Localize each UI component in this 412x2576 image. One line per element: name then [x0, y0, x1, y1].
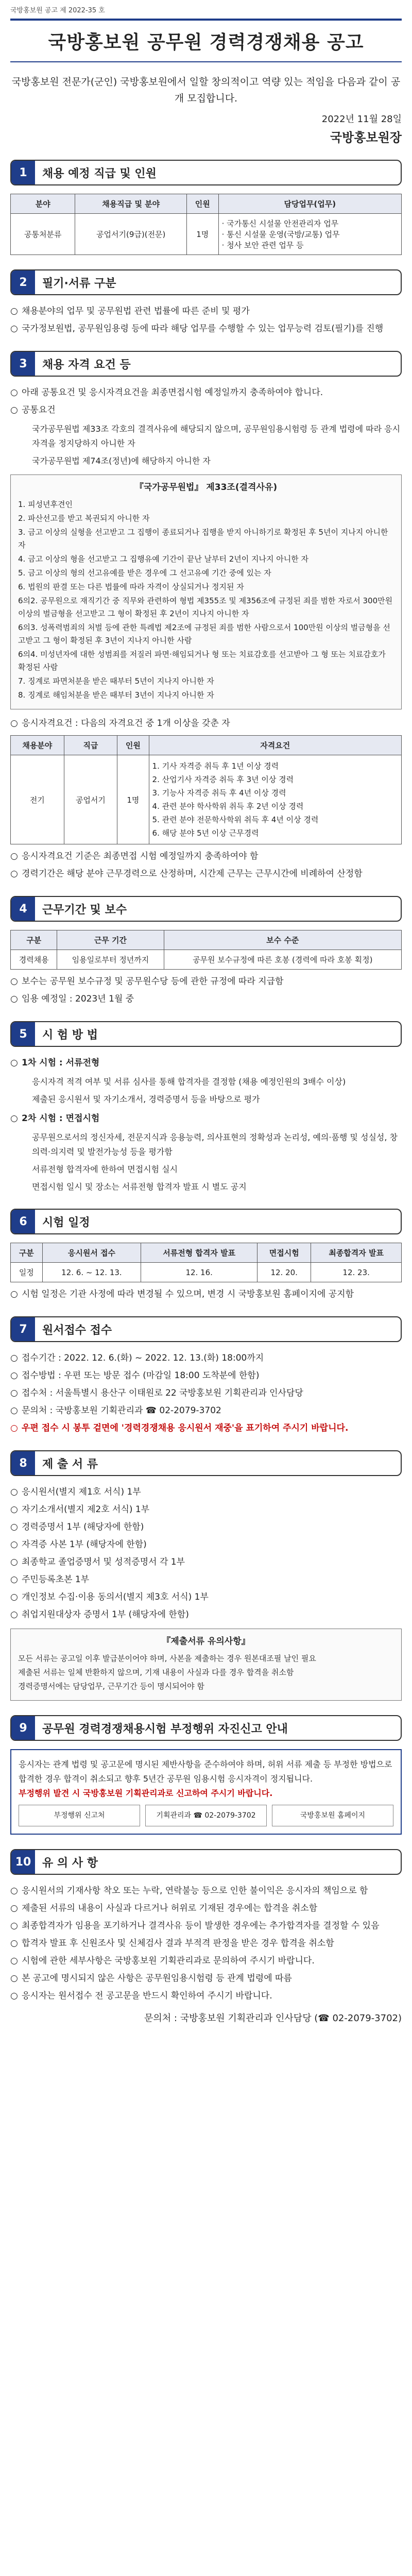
box-line: 6의2. 공무원으로 재직기간 중 직무와 관련하여 형법 제355조 및 제356조에 규정된 죄를 범한 자로서 300만원 이상의 벌금형을 선고받고 그 형이 확정된 후 2년이 지나지 아니한 자	[18, 596, 393, 618]
list-item: ○ 응시자격요건 : 다음의 자격요건 중 1개 이상을 갖춘 자	[10, 716, 402, 731]
list-item: ○ 2차 시험 : 면접시험	[10, 1111, 402, 1126]
table-cell: 전기	[11, 755, 64, 844]
box-line: 제출된 서류는 일체 반환하지 않으며, 기재 내용이 사실과 다를 경우 합격을 취소함	[18, 1668, 294, 1677]
list-item: ○ 응시원서(별지 제1호 서식) 1부	[10, 1484, 402, 1500]
table-row	[11, 950, 402, 970]
list-item: ○ 최종합격자가 임용을 포기하거나 결격사유 등이 발생한 경우에는 추가합격자를 결정할 수 있음	[10, 1918, 402, 1934]
list-item: ○ 응시자는 원서접수 전 공고문을 반드시 확인하여 주시기 바랍니다.	[10, 1988, 402, 2004]
qualification-table	[10, 735, 402, 844]
section-number: 9	[11, 1716, 35, 1740]
list-item: ○ 1차 시험 : 서류전형	[10, 1055, 402, 1071]
sub-item: 국가공무원법 제74조(정년)에 해당하지 아니한 자	[32, 456, 211, 466]
notice-number: 국방홍보원 공고 제 2022-35 호	[10, 7, 105, 14]
section-number: 8	[11, 1451, 35, 1475]
section-5-list	[10, 1055, 402, 1071]
contact-line: 문의처 : 국방홍보원 기획관리과 인사담당 (☎ 02-2079-3702)	[144, 2013, 402, 2024]
disqualification-box	[10, 474, 402, 709]
list-item: ○ 응시자격요건 기준은 최종면접 시험 예정일까지 충족하여야 함	[10, 849, 402, 864]
table-header: 구분	[11, 930, 57, 950]
list-item: ○ 임용 예정일 : 2023년 1월 중	[10, 991, 402, 1007]
section-2-list	[10, 303, 402, 336]
list-item: ○ 자기소개서(별지 제2호 서식) 1부	[10, 1502, 402, 1517]
box-title: 『국가공무원법』 제33조(결격사유)	[134, 482, 278, 493]
sub-item: 응시자격 적격 여부 및 서류 심사를 통해 합격자를 결정함 (채용 예정인원의 3배수 이상)	[32, 1077, 346, 1087]
sub-item: 면접시험 일시 및 장소는 서류전형 합격자 발표 시 별도 공지	[32, 1182, 247, 1192]
box-line: 4. 금고 이상의 형을 선고받고 그 집행유예 기간이 끝난 날부터 2년이 지나지 아니한 자	[18, 554, 309, 564]
box-line: 6의4. 미성년자에 대한 성범죄를 저질러 파면·해임되거나 형 또는 치료감호를 선고받아 그 형 또는 치료감호가 확정된 사람	[18, 650, 386, 672]
box-line: 모든 서류는 공고일 이후 발급분이어야 하며, 사본을 제출하는 경우 원본대조필 날인 필요	[18, 1654, 316, 1663]
section-number: 4	[11, 897, 35, 921]
section-8-header	[10, 1450, 402, 1476]
qualification-heading	[10, 716, 402, 731]
list-item: ○ 접수기간 : 2022. 12. 6.(화) ~ 2022. 12. 13.(화) 18:00까지	[10, 1350, 402, 1366]
section-8-list	[10, 1484, 402, 1622]
documents-notice-box	[10, 1629, 402, 1701]
box-line: 1. 피성년후견인	[18, 500, 73, 509]
section-title: 채용 자격 요건 등	[42, 358, 131, 371]
table-cell: 12. 23.	[311, 1263, 402, 1282]
notice-text: 응시자는 관계 법령 및 공고문에 명시된 제반사항을 준수하여야 하며, 허위 서류 제출 등 부정한 방법으로 합격한 경우 합격이 취소되고 향후 5년간 공무원 임용시험 응시자격이 정지됩니다.	[19, 1759, 392, 1784]
schedule-table	[10, 1243, 402, 1282]
box-line: 5. 금고 이상의 형의 선고유예를 받은 경우에 그 선고유예 기간 중에 있는 자	[18, 568, 271, 578]
table-header: 근무 기간	[57, 930, 164, 950]
table-header: 인원	[117, 736, 149, 755]
list-item: ○ 취업지원대상자 증명서 1부 (해당자에 한함)	[10, 1607, 402, 1622]
pay-table	[10, 930, 402, 970]
section-title: 제 출 서 류	[42, 1458, 98, 1471]
positions-table	[10, 194, 402, 255]
section-title: 근무기간 및 보수	[42, 903, 127, 917]
section-title: 유 의 사 항	[42, 1856, 98, 1870]
section-number: 6	[11, 1210, 35, 1233]
table-row	[11, 214, 402, 255]
section-number: 10	[11, 1850, 35, 1874]
table-header: 자격요건	[149, 736, 401, 755]
sub-item: 공무원으로서의 정신자세, 전문지식과 응용능력, 의사표현의 정확성과 논리성, 예의·품행 및 성실성, 창의력·의지력 및 발전가능성 등을 평가함	[32, 1132, 398, 1157]
issuer-name: 국방홍보원장	[330, 130, 402, 145]
section-title: 채용 예정 직급 및 인원	[42, 167, 157, 180]
list-item: ○ 보수는 공무원 보수규정 및 공무원수당 등에 관한 규정에 따라 지급함	[10, 974, 402, 989]
table-cell: 1명	[186, 214, 218, 255]
list-item: ○ 국가정보원법, 공무원임용령 등에 따라 해당 업무를 수행할 수 있는 업무능력 검토(필기)를 진행	[10, 321, 402, 336]
table-header: 구분	[11, 1243, 43, 1263]
section-7-list	[10, 1350, 402, 1436]
table-cell: 공업서기(9급)(전문)	[75, 214, 186, 255]
table-header: 인원	[186, 194, 218, 214]
section-10-header	[10, 1849, 402, 1875]
list-item: ○ 시험 일정은 기관 사정에 따라 변경될 수 있으며, 변경 시 국방홍보원 홈페이지에 공지함	[10, 1286, 402, 1302]
sub-item: 국가공무원법 제33조 각호의 결격사유에 해당되지 않으며, 공무원임용시험령 등 관계 법령에 따라 응시자격을 정지당하지 아니한 자	[32, 424, 401, 448]
table-header: 서류전형 합격자 발표	[141, 1243, 258, 1263]
list-item: ○ 경력기간은 해당 분야 근무경력으로 산정하며, 시간제 근무는 근무시간에 비례하여 산정함	[10, 866, 402, 882]
table-header: 직급	[64, 736, 117, 755]
list-item: ○ 문의처 : 국방홍보원 기획관리과 ☎ 02-2079-3702	[10, 1403, 402, 1418]
section-title: 원서접수 접수	[42, 1324, 112, 1337]
table-cell: 12. 20.	[258, 1263, 311, 1282]
list-item: ○ 우편 접수 시 봉투 겉면에 '경력경쟁채용 응시원서 재중'을 표기하여 주시기 바랍니다.	[10, 1420, 402, 1436]
list-item: ○ 아래 공통요건 및 응시자격요건을 최종면접시험 예정일까지 충족하여야 합니다.	[10, 385, 402, 400]
table-header: 채용직급 및 분야	[75, 194, 186, 214]
report-contacts	[19, 1805, 393, 1826]
list-item: ○ 경력증명서 1부 (해당자에 한함)	[10, 1519, 402, 1535]
section-7-header	[10, 1316, 402, 1342]
report-cell: 국방홍보원 홈페이지	[272, 1805, 393, 1826]
table-cell: 임용일로부터 정년까지	[57, 950, 164, 970]
section-number: 3	[11, 352, 35, 376]
section-5-list-b	[10, 1111, 402, 1126]
table-header: 보수 수준	[164, 930, 401, 950]
table-cell: 일정	[11, 1263, 43, 1282]
section-6-header	[10, 1209, 402, 1234]
section-title: 시험 일정	[42, 1216, 90, 1229]
list-item: ○ 접수처 : 서울특별시 용산구 이태원로 22 국방홍보원 기획관리과 인사담당	[10, 1385, 402, 1401]
box-title: 『제출서류 유의사항』	[162, 1636, 250, 1647]
table-cell: 1. 기사 자격증 취득 후 1년 이상 경력 2. 산업기사 자격증 취득 후 3년 이상 경력 3. 기능사 자격증 취득 후 4년 이상 경력 4. 관련 분야 학사학위 취득 후 2년 이상 경력 5. 관련 분야 전문학사학위 취득 후 4년 이상 경력 6. 해당 분야 5년 이상 근무경력	[149, 755, 401, 844]
section-number: 5	[11, 1022, 35, 1046]
sub-item: 제출된 응시원서 및 자기소개서, 경력증명서 등을 바탕으로 평가	[32, 1094, 260, 1104]
table-header: 채용분야	[11, 736, 64, 755]
list-item: ○ 자격증 사본 1부 (해당자에 한함)	[10, 1537, 402, 1552]
table-header: 분야	[11, 194, 75, 214]
list-item: ○ 최종학교 졸업증명서 및 성적증명서 각 1부	[10, 1554, 402, 1570]
intro-text: 국방홍보원 전문가(군인) 국방홍보원에서 일할 창의적이고 역량 있는 적임을 다음과 같이 공개 모집합니다.	[11, 76, 401, 104]
table-header: 최종합격자 발표	[311, 1243, 402, 1263]
list-item: ○ 합격자 발표 후 신원조사 및 신체검사 결과 부적격 판정을 받은 경우 합격을 취소함	[10, 1936, 402, 1951]
section-10-list	[10, 1883, 402, 2004]
box-line: 6의3. 성폭력범죄의 처벌 등에 관한 특례법 제2조에 규정된 죄를 범한 사람으로서 100만원 이상의 벌금형을 선고받고 그 형이 확정된 후 3년이 지나지 아니한 사람	[18, 623, 390, 645]
section-title: 공무원 경력경쟁채용시험 부정행위 자진신고 안내	[42, 1722, 288, 1736]
table-row	[11, 755, 402, 844]
table-header: 응시원서 접수	[42, 1243, 141, 1263]
table-cell: 1명	[117, 755, 149, 844]
notice-date: 2022년 11월 28일	[321, 114, 402, 125]
list-item: ○ 본 공고에 명시되지 않은 사항은 공무원임용시험령 등 관계 법령에 따름	[10, 1971, 402, 1986]
section-6-note	[10, 1286, 402, 1302]
box-line: 7. 징계로 파면처분을 받은 때부터 5년이 지나지 아니한 자	[18, 676, 214, 686]
section-3-header	[10, 351, 402, 377]
page-title: 국방홍보원 공무원 경력경쟁채용 공고	[10, 19, 402, 62]
table-cell: 공업서기	[64, 755, 117, 844]
section-title: 시 험 방 법	[42, 1028, 98, 1042]
box-line: 2. 파산선고를 받고 복권되지 아니한 자	[18, 514, 150, 523]
section-number: 1	[11, 161, 35, 184]
misconduct-notice	[10, 1749, 402, 1835]
notice-highlight: 부정행위 발견 시 국방홍보원 기획관리과로 신고하여 주시기 바랍니다.	[19, 1788, 273, 1798]
table-header: 담당업무(업무)	[218, 194, 401, 214]
section-9-header	[10, 1715, 402, 1741]
section-3-list	[10, 385, 402, 418]
table-cell: 공무원 보수규정에 따른 호봉 (경력에 따라 호봉 획정)	[164, 950, 401, 970]
section-5-header	[10, 1021, 402, 1047]
list-item: ○ 채용분야의 업무 및 공무원법 관련 법률에 따른 준비 및 평가	[10, 303, 402, 319]
list-item: ○ 개인정보 수집·이용 동의서(별지 제3호 서식) 1부	[10, 1589, 402, 1605]
list-item: ○ 제출된 서류의 내용이 사실과 다르거나 허위로 기재된 경우에는 합격을 취소함	[10, 1901, 402, 1916]
report-cell: 기획관리과 ☎ 02-2079-3702	[145, 1805, 267, 1826]
qualification-notes	[10, 849, 402, 882]
table-cell: 공통처분류	[11, 214, 75, 255]
report-cell: 부정행위 신고처	[19, 1805, 140, 1826]
section-4-header	[10, 896, 402, 922]
table-header: 면접시험	[258, 1243, 311, 1263]
section-2-header	[10, 269, 402, 295]
box-line: 3. 금고 이상의 실형을 선고받고 그 집행이 종료되거나 집행을 받지 아니하기로 확정된 후 5년이 지나지 아니한 자	[18, 528, 388, 550]
table-row	[11, 1263, 402, 1282]
list-item: ○ 공통요건	[10, 402, 402, 418]
table-cell: 경력채용	[11, 950, 57, 970]
section-4-list	[10, 974, 402, 1007]
section-title: 필기·서류 구분	[42, 277, 116, 290]
sub-item: 서류전형 합격자에 한하여 면접시험 실시	[32, 1164, 178, 1174]
box-line: 경력증명서에는 담당업무, 근무기간 등이 명시되어야 함	[18, 1682, 204, 1691]
list-item: ○ 접수방법 : 우편 또는 방문 접수 (마감일 18:00 도착분에 한함)	[10, 1368, 402, 1383]
list-item: ○ 시험에 관한 세부사항은 국방홍보원 기획관리과로 문의하여 주시기 바랍니다.	[10, 1953, 402, 1969]
section-number: 7	[11, 1317, 35, 1341]
section-number: 2	[11, 270, 35, 294]
announcement-page	[5, 0, 407, 2045]
box-line: 6. 법원의 판결 또는 다른 법률에 따라 자격이 상실되거나 정지된 자	[18, 582, 244, 591]
list-item: ○ 주민등록초본 1부	[10, 1572, 402, 1587]
table-cell: 12. 16.	[141, 1263, 258, 1282]
list-item: ○ 응시원서의 기재사항 착오 또는 누락, 연락불능 등으로 인한 불이익은 응시자의 책임으로 함	[10, 1883, 402, 1899]
section-1-header	[10, 160, 402, 185]
table-cell: 12. 6. ~ 12. 13.	[42, 1263, 141, 1282]
box-line: 8. 징계로 해임처분을 받은 때부터 3년이 지나지 아니한 자	[18, 690, 214, 700]
table-cell: · 국가통신 시설물 안전관리자 업무 · 통신 시설물 운영(국방/교통) 업무 · 청사 보안 관련 업무 등	[218, 214, 401, 255]
